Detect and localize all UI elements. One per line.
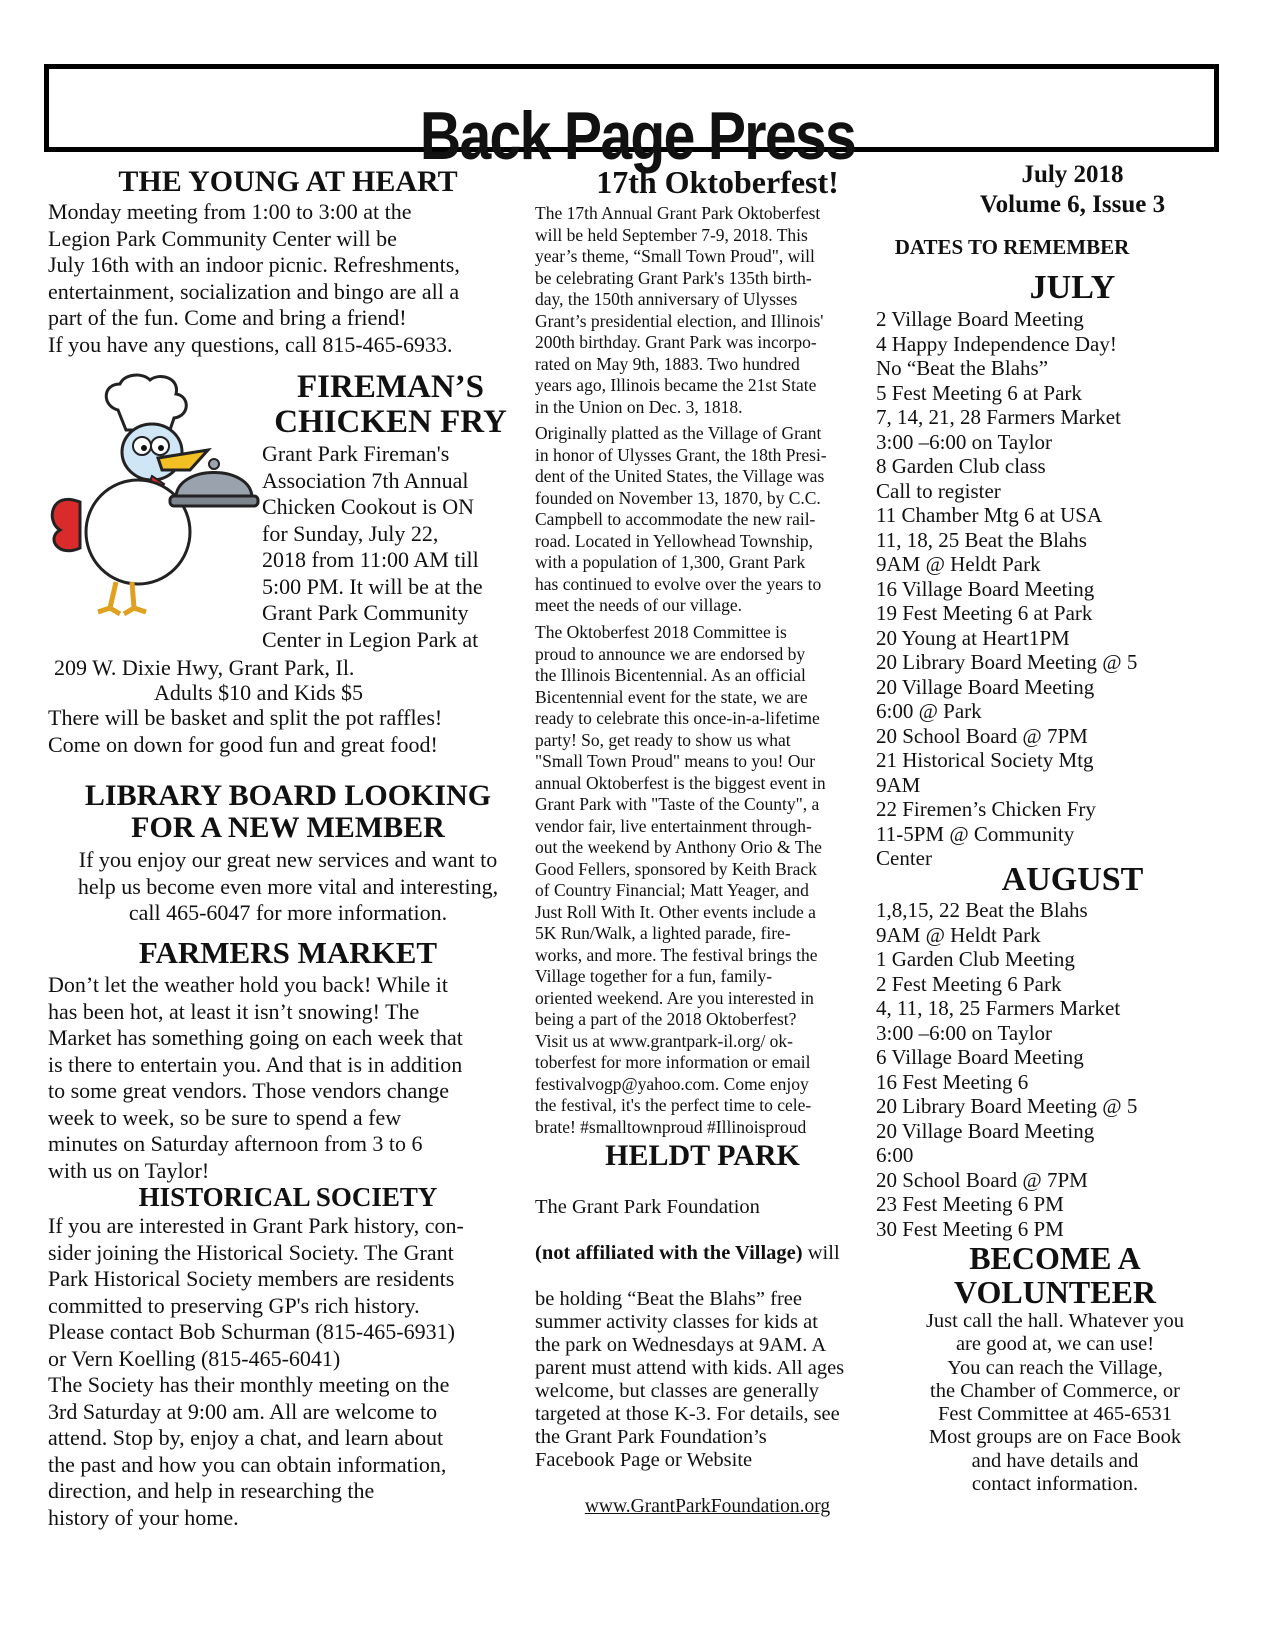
oktoberfest-heading: 17th Oktoberfest! — [596, 164, 839, 200]
july-item: 5 Fest Meeting 6 at Park — [876, 380, 1082, 405]
july-item: 8 Garden Club class Call to register — [876, 454, 1046, 503]
august-item: 30 Fest Meeting 6 PM — [876, 1216, 1064, 1241]
library-body: If you enjoy our great new services and want to help us become even more vital and interesting, call 465-6047 for more information. — [77, 847, 499, 925]
july-item: 20 Young at Heart1PM — [876, 625, 1070, 650]
young-at-heart-heading: THE YOUNG AT HEART — [118, 165, 458, 198]
july-item: 20 School Board @ 7PM — [876, 723, 1088, 748]
masthead-title: Back Page Press — [419, 98, 856, 174]
young-at-heart-body: Monday meeting from 1:00 to 3:00 at the Legion Park Community Center will be July 16th with an indoor picnic. Refreshments, entertainment, socialization and bingo are all a part of the fun. Come and bring a friend! If you have any questions, call 815-465-6933. — [48, 199, 460, 357]
volunteer-body: Just call the hall. Whatever you are good at, we can use! You can reach the Village, the Chamber of Commerce, or Fest Committee at 465-6531 Most groups are on Face Book and have details and contact information. — [925, 1310, 1185, 1496]
heldt-park-website-link[interactable]: www.GrantParkFoundation.org — [584, 1496, 831, 1517]
august-heading: AUGUST — [1001, 861, 1144, 898]
heldt-park-body: be holding “Beat the Blahs” free summer activity classes for kids at the park on Wednesdays at 9AM. A parent must attend with kids. All ages welcome, but classes are generally targeted at those K-3. For details, see the Grant Park Foundation’s Facebook Page or Website — [535, 1288, 845, 1471]
august-item: 20 School Board @ 7PM — [876, 1167, 1088, 1192]
chicken-fry-heading — [268, 370, 513, 439]
chef-rooster-illustration — [40, 372, 265, 620]
august-item: 1 Garden Club Meeting — [876, 947, 1075, 971]
volunteer-heading: BECOME A VOLUNTEER — [953, 1240, 1157, 1310]
july-item: 2 Village Board Meeting — [876, 307, 1084, 331]
chicken-fry-closing: There will be basket and split the pot raffles! Come on down for good fun and great food! — [48, 705, 443, 757]
august-item: 1,8,15, 22 Beat the Blahs 9AM @ Heldt Park — [876, 898, 1088, 947]
august-item: 20 Village Board Meeting 6:00 — [876, 1118, 1095, 1167]
july-item: 11, 18, 25 Beat the Blahs 9AM @ Heldt Park — [876, 527, 1087, 576]
july-item: 20 Village Board Meeting 6:00 @ Park — [876, 674, 1095, 723]
july-heading: JULY — [1029, 269, 1116, 306]
chicken-fry-address: 209 W. Dixie Hwy, Grant Park, Il. — [54, 655, 355, 680]
library-heading: LIBRARY BOARD LOOKING FOR A NEW MEMBER — [84, 779, 492, 844]
historical-society-body: If you are interested in Grant Park history, con- sider joining the Historical Society. The Grant Park Historical Society members are residents committed to preserving GP's rich history. Please contact Bob Schurman (815-465-6931) or Vern Koelling (815-465-6041) The Society has their monthly meeting on the 3rd Saturday at 9:00 am. All are welcome to attend. Stop by, enjoy a chat, and learn about the past and how you can obtain information, direction, and help in researching the history of your home. — [48, 1213, 464, 1530]
heldt-park-disclaimer: (not affiliated with the Village) — [535, 1242, 803, 1264]
july-schedule — [876, 307, 1266, 871]
farmers-market-body: Don’t let the weather hold you back! While it has been hot, at least it isn’t snowing! The Market has something going on each week that is there to entertain you. And that is in addition to some great vendors. Those vendors change week to week, so be sure to spend a few minutes on Saturday afternoon from 3 to 6 with us on Taylor! — [48, 972, 463, 1183]
historical-society-heading: HISTORICAL SOCIETY — [138, 1182, 438, 1212]
chicken-fry-body: Grant Park Fireman's Association 7th Annual Chicken Cookout is ON for Sunday, July 22, 2018 from 11:00 AM till 5:00 PM. It will be at the Grant Park Community Center in Legion Park at — [262, 441, 483, 652]
chicken-fry-prices: Adults $10 and Kids $5 — [154, 680, 363, 705]
july-item: 11 Chamber Mtg 6 at USA — [876, 503, 1103, 527]
heldt-park-intro — [535, 1173, 880, 1541]
heldt-park-line-2 — [535, 1242, 880, 1265]
july-item: 7, 14, 21, 28 Farmers Market 3:00 –6:00 on Taylor — [876, 405, 1121, 454]
july-item: 20 Library Board Meeting @ 5 — [876, 650, 1138, 674]
august-item: 23 Fest Meeting 6 PM — [876, 1192, 1064, 1216]
july-item: 19 Fest Meeting 6 at Park — [876, 601, 1093, 625]
july-item: 16 Village Board Meeting — [876, 576, 1095, 601]
august-item: 16 Fest Meeting 6 — [876, 1069, 1029, 1094]
august-item: 6 Village Board Meeting — [876, 1045, 1084, 1069]
august-schedule — [876, 898, 1266, 1241]
issue-volume: Volume 6, Issue 3 — [979, 191, 1166, 218]
chicken-fry-heading-text: FIREMAN’S CHICKEN FRY — [274, 369, 507, 440]
dates-to-remember-heading: DATES TO REMEMBER — [894, 235, 1130, 259]
july-item: 4 Happy Independence Day! No “Beat the Blahs” — [876, 331, 1117, 380]
rooster-chef-hat — [106, 375, 186, 430]
issue-date: July 2018 — [1021, 161, 1124, 188]
oktoberfest-paragraph-1: The 17th Annual Grant Park Oktoberfest will be held September 7-9, 2018. This year’s theme, “Small Town Proud", will be celebrating Grant Park's 135th birth- day, the 150th anniversary of Ulysses Grant’s presidential election, and Illinois' 200th birthday. Grant Park was incorpo- rated on May 9th, 1883. Two hundred years ago, Illinois became the 21st State in the Union on Dec. 3, 1818. — [535, 203, 824, 417]
oktoberfest-paragraph-2: Originally platted as the Village of Grant in honor of Ulysses Grant, the 18th Presi- dent of the United States, the Village was founded on November 13, 1870, by C.C. Campbell to accommodate the new rail- road. Located in Yellowhead Township, with a population of 1,300, Grant Park has continued to evolve over the years to meet the needs of our village. — [535, 423, 827, 615]
heldt-park-line-1: The Grant Park Foundation — [535, 1196, 760, 1218]
farmers-market-heading: FARMERS MARKET — [138, 935, 438, 970]
august-item: 2 Fest Meeting 6 Park — [876, 971, 1062, 996]
july-item: 21 Historical Society Mtg 9AM — [876, 748, 1094, 797]
august-item: 4, 11, 18, 25 Farmers Market 3:00 –6:00 on Taylor — [876, 996, 1121, 1045]
oktoberfest-paragraph-3: The Oktoberfest 2018 Committee is proud to announce we are endorsed by the Illinois Bicentennial. As an official Bicentennial event for the state, we are ready to celebrate this once-in-a-lifetime party! So, get ready to show us what "Small Town Proud" means to you! Our annual Oktoberfest is the biggest event in Grant Park with "Taste of the County", a vendor fair, live entertainment through- out the weekend by Anthony Orio & The Good Fellers, sponsored by Keith Brack of Country Financial; Matt Yeager, and Just Roll With It. Other events include a 5K Run/Walk, a lighted parade, fire- works, and more. The festival brings the Village together for a fun, family- oriented weekend. Are you interested in being a part of the 2018 Oktoberfest? Visit us at www.grantpark-il.org/ ok- toberfest for more information or email festivalvogp@yahoo.com. Come enjoy the festival, it's the perfect time to cele- brate! #smalltownproud #Illinoisproud — [535, 622, 826, 1137]
heldt-park-line-2-rest: will — [802, 1242, 840, 1264]
august-item: 20 Library Board Meeting @ 5 — [876, 1094, 1138, 1118]
july-item: 22 Firemen’s Chicken Fry 11-5PM @ Community Center — [876, 797, 1096, 870]
heldt-park-heading: HELDT PARK — [605, 1139, 800, 1172]
